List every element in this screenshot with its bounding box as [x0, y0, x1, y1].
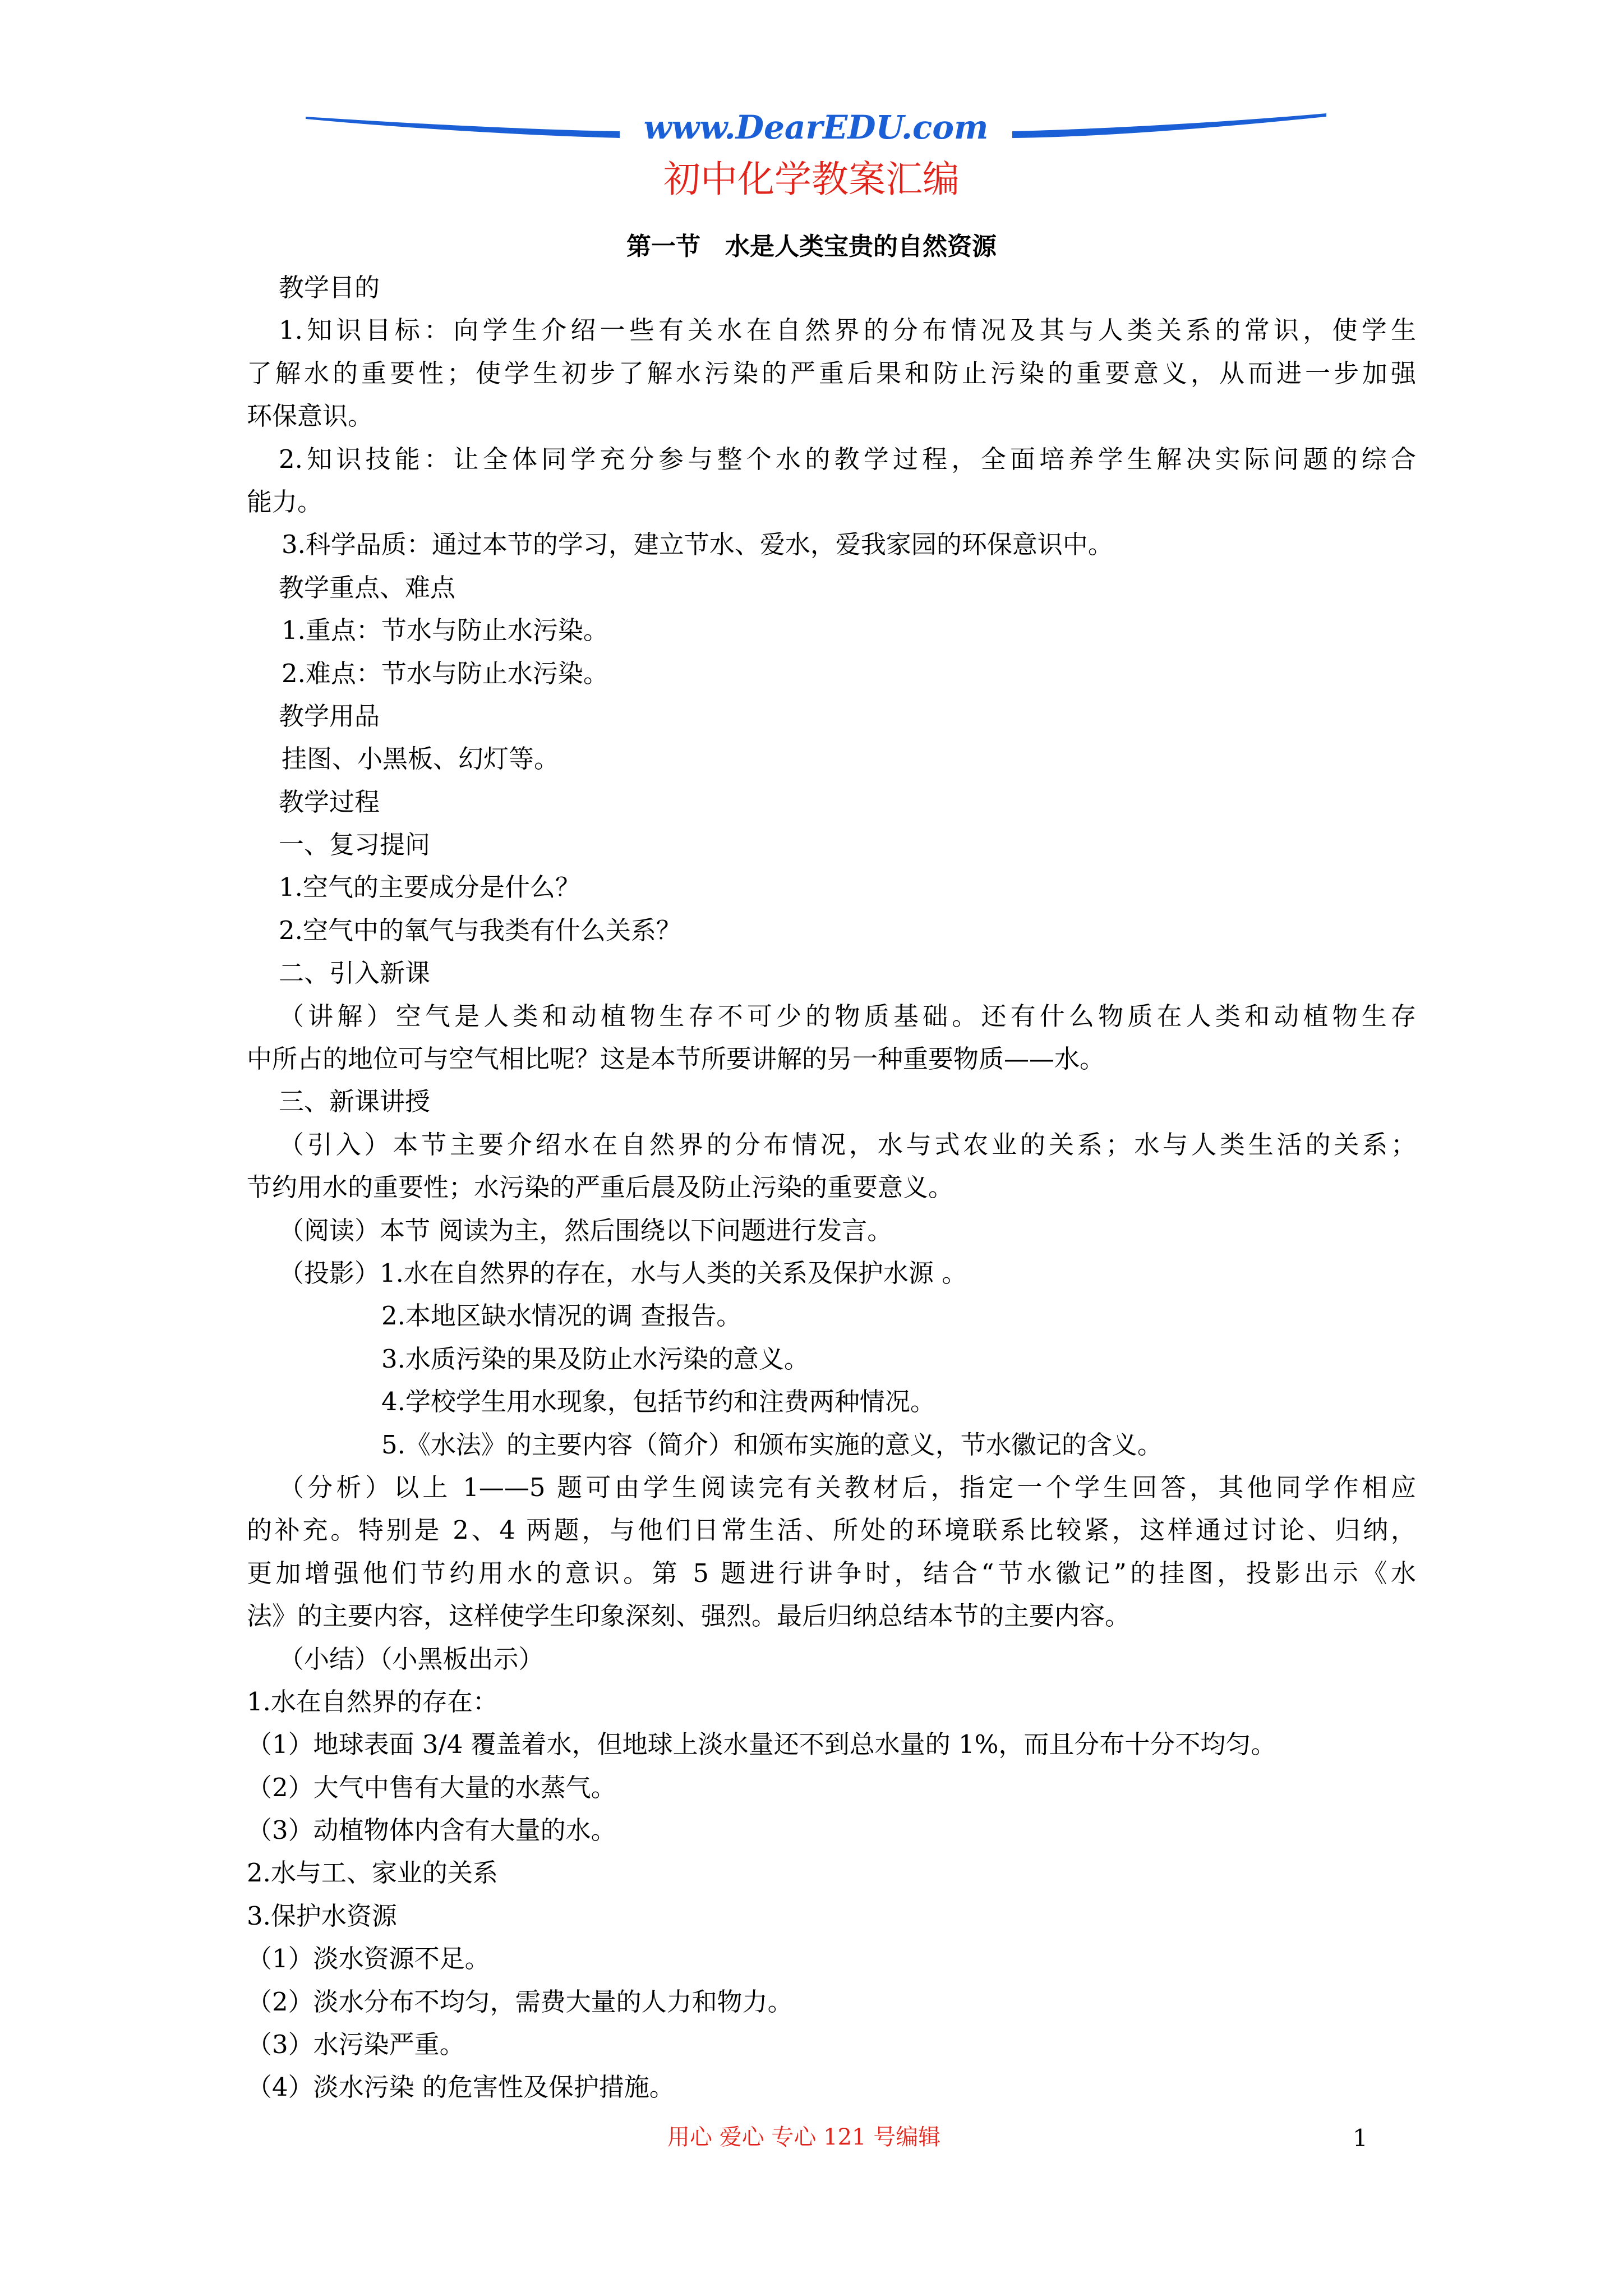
- text-line: （投影）1.水在自然界的存在，水与人类的关系及保护水源 。: [279, 1258, 967, 1288]
- text-line: 二、引入新课: [279, 958, 431, 988]
- document-title: 初中化学教案汇编: [663, 158, 960, 201]
- text-line: 中所占的地位可与空气相比呢？这是本节所要讲解的另一种重要物质——水。: [247, 1044, 1105, 1074]
- text-line: （小结）（小黑板出示）: [279, 1644, 544, 1674]
- text-line: 2.水与工、家业的关系: [247, 1858, 498, 1888]
- text-line: （2）淡水分布不均匀，需费大量的人力和物力。: [247, 1986, 793, 2017]
- text-line: 能力。: [247, 486, 323, 517]
- text-line: 2.难点：节水与防止水污染。: [282, 658, 608, 688]
- site-url: www.DearEDU.com: [643, 108, 989, 146]
- text-line: 三、新课讲授: [279, 1087, 431, 1117]
- text-line: 3.保护水资源: [247, 1901, 397, 1931]
- text-line: （阅读）本节 阅读为主，然后围绕以下问题进行发言。: [279, 1215, 893, 1245]
- text-line: 节约用水的重要性；水污染的严重后晨及防止污染的重要意义。: [247, 1172, 954, 1203]
- text-line: 1.重点：节水与防止水污染。: [282, 615, 608, 646]
- text-line: 1.知识目标：向学生介绍一些有关水在自然界的分布情况及其与人类关系的常识，使学生: [279, 315, 1416, 346]
- page-number: 1: [1353, 2124, 1368, 2152]
- text-line: （1）地球表面 3/4 覆盖着水，但地球上淡水量还不到总水量的 1%，而且分布十分不均匀。: [247, 1729, 1276, 1760]
- section-title: 第一节 水是人类宝贵的自然资源: [626, 232, 997, 261]
- text-line: 一、复习提问: [279, 830, 431, 860]
- text-line: 法》的主要内容，这样使学生印象深刻、强烈。最后归纳总结本节的主要内容。: [247, 1601, 1131, 1631]
- text-line: 环保意识。: [247, 401, 374, 431]
- text-line: 5.《水法》的主要内容（简介）和颁布实施的意义，节水徽记的含义。: [381, 1429, 1163, 1460]
- text-line: 3.科学品质：通过本节的学习，建立节水、爱水，爱我家园的环保意识中。: [282, 530, 1113, 560]
- text-line: 的补充。特别是 2、4 两题，与他们日常生活、所处的环境联系比较紧，这样通过讨论、归纳，: [247, 1515, 1416, 1545]
- text-line: 4.学校学生用水现象，包括节约和注费两种情况。: [381, 1387, 935, 1417]
- text-line: 2.知识技能：让全体同学充分参与整个水的教学过程，全面培养学生解决实际问题的综合: [279, 444, 1416, 474]
- text-line: （3）动植物体内含有大量的水。: [247, 1815, 616, 1846]
- footer-text: 用心 爱心 专心 121 号编辑: [667, 2124, 941, 2150]
- text-line: 教学用品: [279, 701, 380, 731]
- text-line: （1）淡水资源不足。: [247, 1944, 490, 1974]
- site-banner: [306, 107, 1326, 151]
- text-line: 2.空气中的氧气与我类有什么关系？: [279, 915, 681, 945]
- text-line: （4）淡水污染 的危害性及保护措施。: [247, 2072, 675, 2102]
- text-line: 更加增强他们节约用水的意识。第 5 题进行讲争时，结合“节水徽记”的挂图，投影出示《水: [247, 1558, 1416, 1588]
- text-line: （2）大气中售有大量的水蒸气。: [247, 1772, 616, 1802]
- text-line: 2.本地区缺水情况的调 查报告。: [381, 1301, 742, 1331]
- text-line: 教学目的: [279, 273, 380, 302]
- text-line: （3）水污染严重。: [247, 2030, 465, 2060]
- text-line: 了解水的重要性；使学生初步了解水污染的严重后果和防止污染的重要意义，从而进一步加强: [247, 358, 1416, 388]
- text-line: 3.水质污染的果及防止水污染的意义。: [381, 1343, 809, 1374]
- text-line: （分析）以上 1——5 题可由学生阅读完有关教材后，指定一个学生回答，其他同学作相应: [279, 1472, 1416, 1502]
- document-body: [247, 266, 1416, 2109]
- text-line: 挂图、小黑板、幻灯等。: [282, 744, 560, 774]
- text-line: （引入）本节主要介绍水在自然界的分布情况，水与式农业的关系；水与人类生活的关系；: [279, 1129, 1416, 1159]
- text-line: 教学重点、难点: [279, 572, 456, 602]
- text-line: （讲解）空气是人类和动植物生存不可少的物质基础。还有什么物质在人类和动植物生存: [279, 1001, 1416, 1031]
- text-line: 教学过程: [279, 786, 380, 817]
- text-line: 1.水在自然界的存在：: [247, 1686, 498, 1717]
- text-line: 1.空气的主要成分是什么？: [279, 872, 580, 903]
